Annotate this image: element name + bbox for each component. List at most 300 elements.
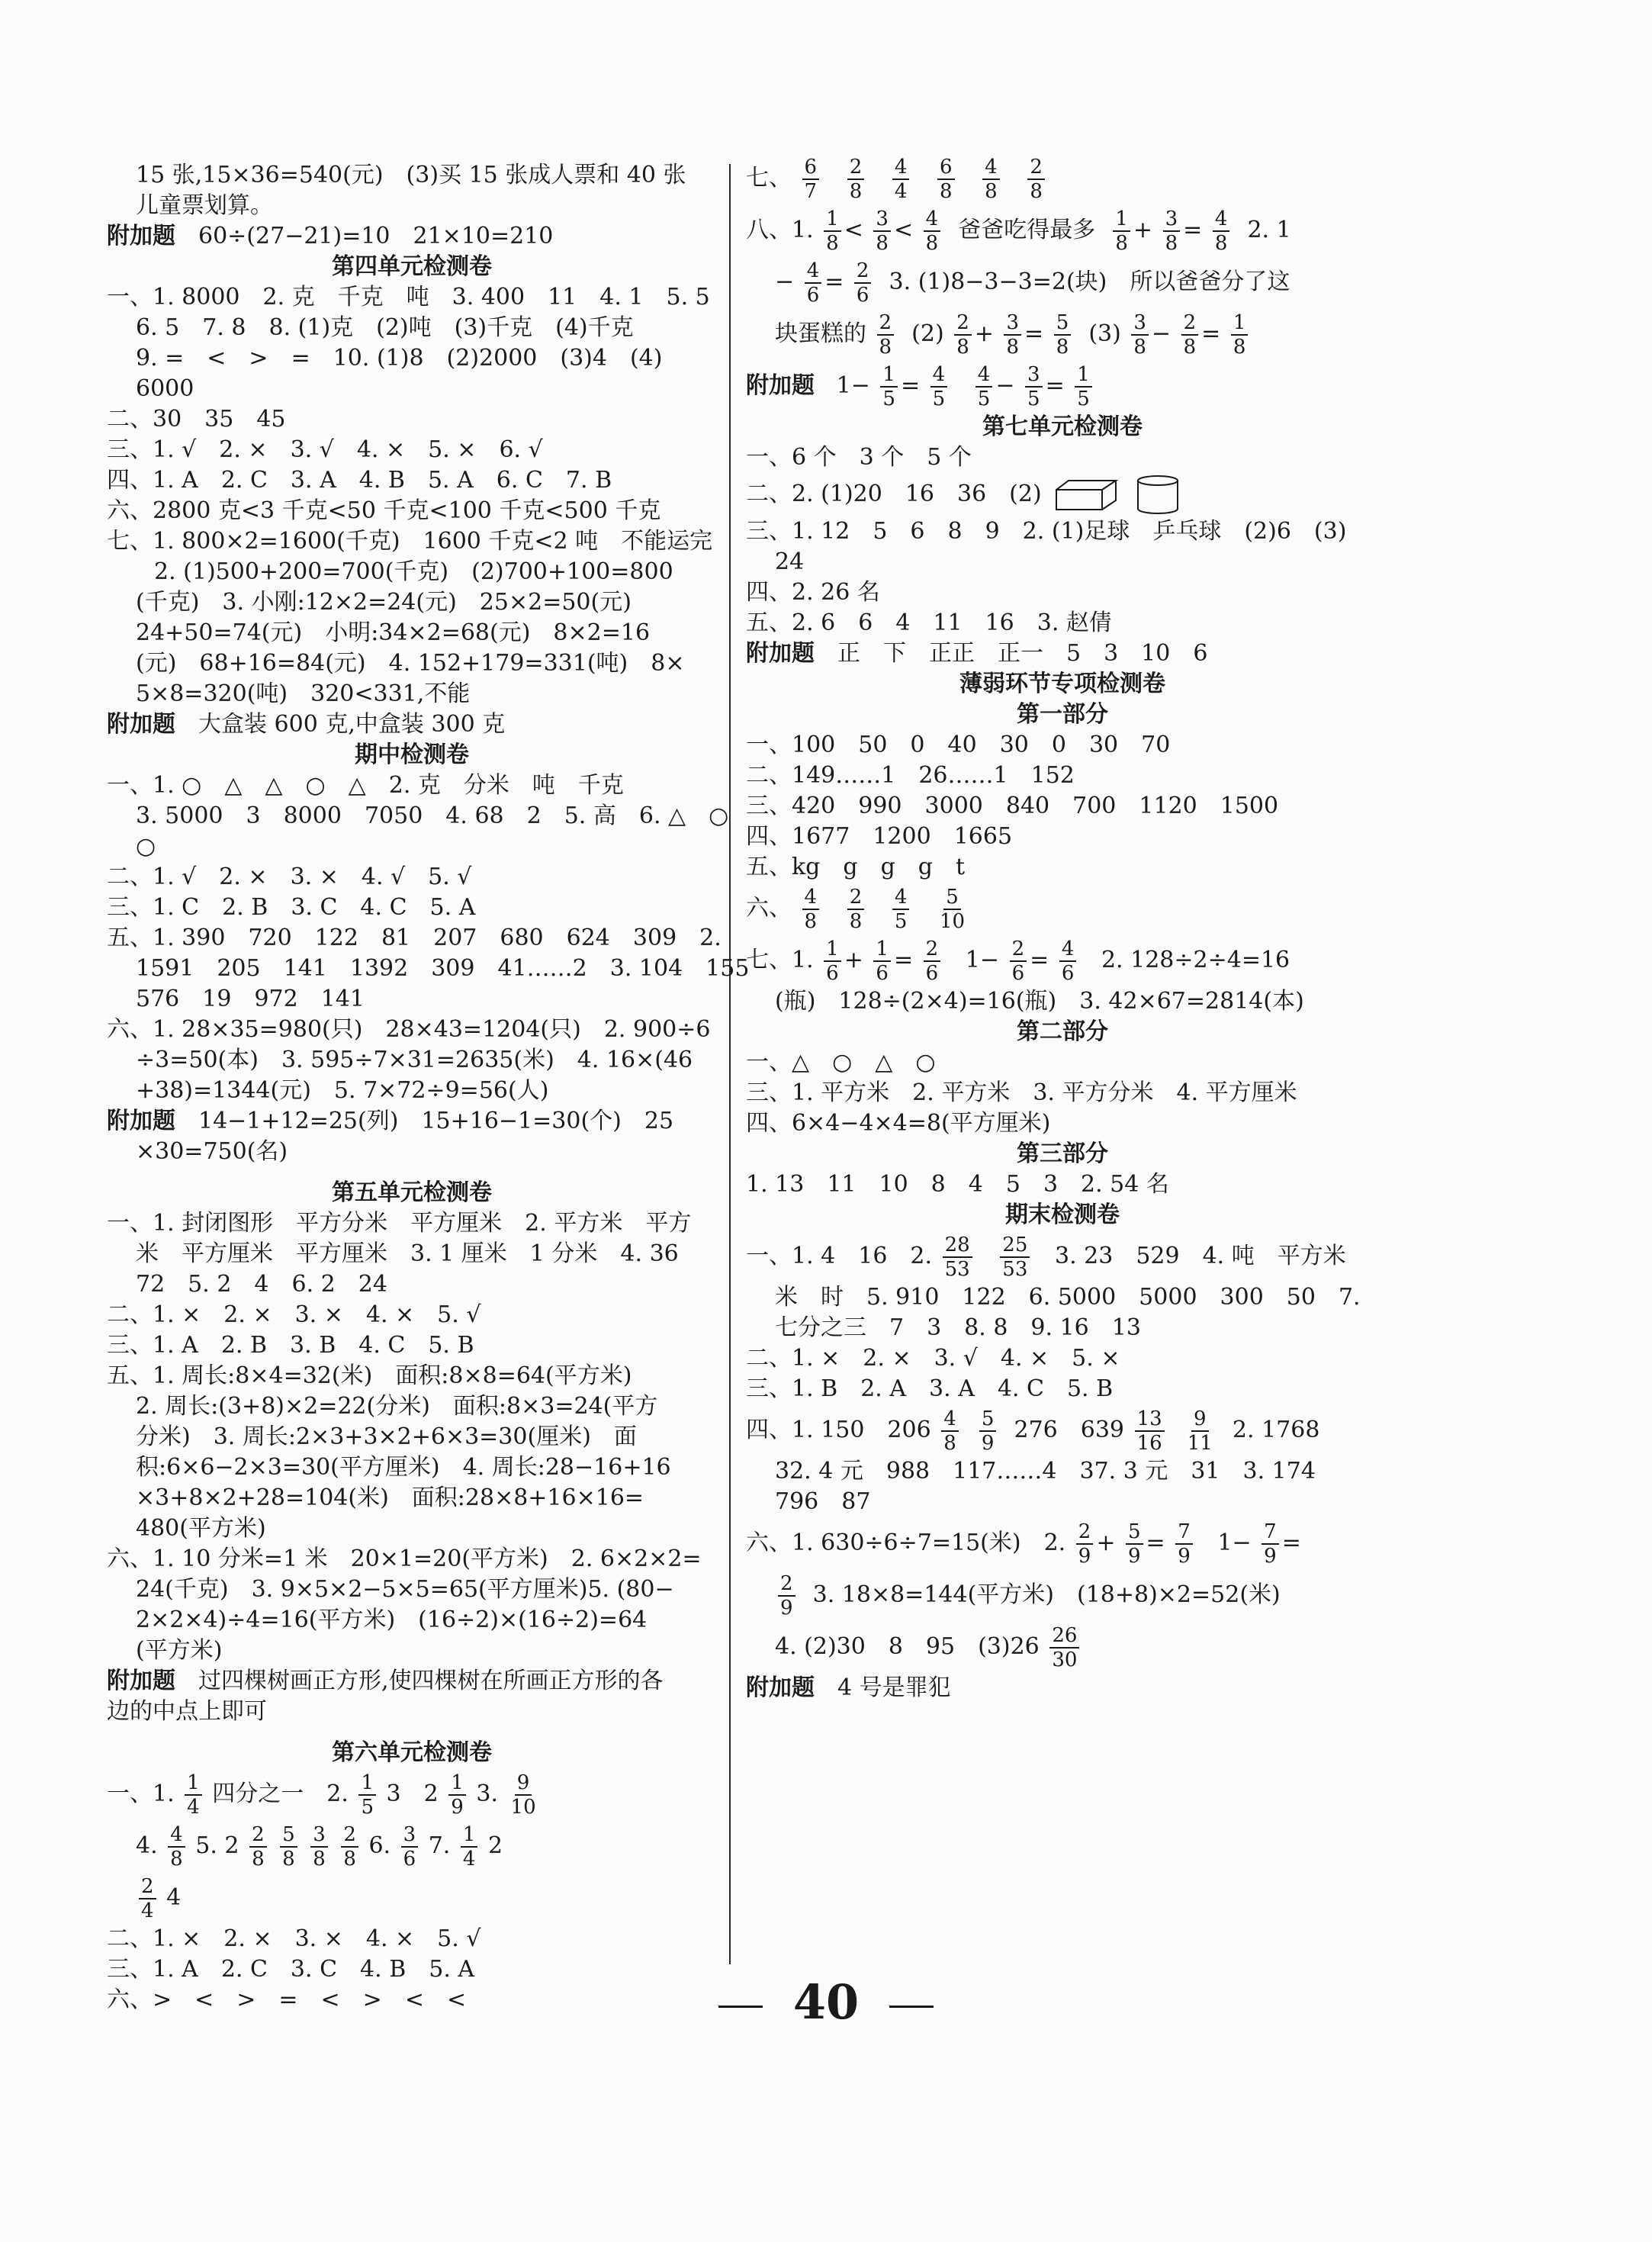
numerator: 3	[1163, 207, 1181, 232]
denominator: 8	[252, 1848, 265, 1870]
numerator: 1	[880, 363, 898, 388]
fraction	[1181, 311, 1199, 359]
denominator: 8	[1214, 232, 1228, 255]
numerator: 2	[778, 1572, 795, 1597]
fraction	[358, 1771, 376, 1819]
answer-text: 一、1. 4 16 2.	[746, 1243, 933, 1269]
denominator: 6	[856, 284, 869, 307]
fraction	[954, 311, 972, 359]
denominator: 16	[1136, 1432, 1162, 1455]
denominator: 8	[313, 1848, 326, 1870]
answer-text: 2. 1	[1247, 217, 1291, 243]
answer-line: 32. 4 元 988 117……4 37. 3 元 31 3. 174	[775, 1458, 1316, 1484]
fraction	[873, 938, 891, 985]
answer-text: 4 号是罪犯	[837, 1674, 951, 1701]
fraction-answer-line	[746, 934, 1379, 986]
answer-line: 15 张,15×36=540(元) (3)买 15 张成人票和 40 张	[136, 162, 686, 188]
fraction	[1163, 207, 1181, 255]
fraction	[982, 156, 1000, 203]
answer-line: 二、149……1 26……1 152	[746, 762, 1075, 789]
fraction	[1025, 363, 1043, 410]
answer-line: (元) 68+16=84(元) 4. 152+179=331(吨) 8×	[136, 650, 685, 677]
right-column	[746, 153, 1379, 1703]
numerator: 4	[1213, 207, 1230, 232]
answer-text: 爸爸吃得最多	[958, 217, 1096, 243]
answer-text: 2	[487, 1832, 503, 1859]
denominator: 9	[1078, 1545, 1091, 1568]
answer-line: 三、1. 平方米 2. 平方米 3. 平方分米 4. 平方厘米	[746, 1079, 1297, 1106]
page-number	[0, 1974, 1652, 2030]
numerator: 7	[1175, 1520, 1193, 1545]
answer-text: 3.	[476, 1780, 498, 1807]
fraction	[1126, 1520, 1143, 1568]
numerator: 5	[280, 1823, 297, 1848]
answer-line: 三、1. 12 5 6 8 9 2. (1)足球 乒乓球 (2)6 (3)	[746, 518, 1347, 545]
denominator: 8	[1233, 336, 1246, 359]
answer-line: 6000	[136, 375, 194, 402]
numerator: 4	[975, 363, 993, 388]
answer-text: 5. 2	[195, 1832, 239, 1859]
fraction	[847, 156, 865, 203]
fraction-answer-line	[107, 1820, 717, 1872]
denominator: 5	[977, 388, 991, 410]
denominator: 8	[804, 910, 818, 933]
fraction	[892, 886, 910, 933]
numerator: 5	[979, 1407, 997, 1432]
numerator: 13	[1135, 1407, 1165, 1432]
fraction	[937, 886, 967, 933]
numerator: 2	[1181, 311, 1199, 336]
answer-line: 一、1. 封闭图形 平方分米 平方厘米 2. 平方米 平方	[107, 1210, 692, 1237]
fraction-answer-line	[746, 360, 1379, 412]
fraction	[1027, 156, 1045, 203]
numerator: 1	[824, 207, 841, 232]
bonus-question-line	[107, 1106, 717, 1137]
numerator: 4	[924, 207, 941, 232]
answer-text: 七、	[746, 165, 792, 191]
numerator: 1	[448, 1771, 466, 1796]
answer-text: =	[1146, 1530, 1165, 1556]
denominator: 30	[1052, 1649, 1078, 1671]
answer-line: 六、1. 10 分米=1 米 20×1=20(平方米) 2. 6×2×2=	[107, 1546, 702, 1572]
answer-line: 七、1. 800×2=1600(千克) 1600 千克<2 吨 不能运完	[107, 528, 713, 555]
answer-text: =	[1281, 1530, 1301, 1556]
answer-text: +	[844, 947, 863, 973]
answer-text: =	[1201, 320, 1221, 347]
section-heading: 薄弱环节专项检测卷	[959, 671, 1165, 697]
fraction	[280, 1823, 297, 1870]
denominator: 6	[403, 1848, 416, 1870]
page-number-dash	[889, 2006, 934, 2008]
fraction	[168, 1823, 185, 1870]
fraction	[877, 311, 895, 359]
fraction	[139, 1875, 156, 1922]
answer-line: 米 时 5. 910 122 6. 5000 5000 300 50 7.	[775, 1284, 1361, 1311]
numerator: 2	[854, 259, 872, 284]
subsection-heading: 第三部分	[1017, 1140, 1108, 1167]
denominator: 9	[1178, 1545, 1191, 1568]
numerator: 2	[877, 311, 895, 336]
fraction-answer-line	[746, 153, 1379, 204]
answer-text: +	[974, 320, 994, 347]
denominator: 7	[804, 180, 818, 203]
answer-line: 二、1. × 2. × 3. × 4. × 5. √	[107, 1301, 481, 1328]
answer-line: 分米) 3. 周长:2×3+3×2+6×3=30(厘米) 面	[136, 1423, 637, 1450]
denominator: 9	[981, 1432, 995, 1455]
bonus-question-line	[107, 1666, 717, 1697]
answer-line: 三、1. √ 2. × 3. √ 4. × 5. × 6. √	[107, 436, 543, 463]
cuboid-icon	[1053, 478, 1122, 513]
answer-line: 五、1. 周长:8×4=32(米) 面积:8×8=64(平方米)	[107, 1362, 632, 1389]
denominator: 10	[510, 1796, 536, 1819]
bonus-question-line	[746, 1673, 1379, 1703]
subsection-heading: 第二部分	[1017, 1018, 1108, 1045]
answer-text: +	[1096, 1530, 1116, 1556]
denominator: 6	[925, 962, 939, 985]
answer-line: 5×8=320(吨) 320<331,不能	[136, 680, 471, 707]
fraction	[1175, 1520, 1193, 1568]
numerator: 6	[802, 156, 820, 180]
numerator: 4	[892, 156, 910, 180]
fraction	[1000, 1234, 1030, 1281]
answer-text: =	[1024, 320, 1044, 347]
answer-text: 二、2. (1)20 16 36 (2)	[746, 481, 1042, 507]
denominator: 8	[1056, 336, 1069, 359]
answer-line: 米 平方厘米 平方厘米 3. 1 厘米 1 分米 4. 36	[136, 1240, 679, 1267]
answer-line	[746, 473, 1379, 516]
left-column	[107, 160, 750, 2015]
denominator: 53	[944, 1258, 970, 1281]
answer-line: 2×2×4)÷4=16(平方米) (16÷2)×(16÷2)=64	[136, 1607, 648, 1633]
answer-line: 9. = < > = 10. (1)8 (2)2000 (3)4 (4)	[136, 345, 663, 372]
fraction	[943, 1234, 972, 1281]
bonus-question-line	[746, 639, 1379, 669]
numerator: 2	[249, 1823, 267, 1848]
numerator: 3	[1131, 311, 1149, 336]
answer-line: 480(平方米)	[136, 1515, 266, 1542]
fraction	[979, 1407, 997, 1455]
bonus-label: 附加题	[746, 372, 815, 399]
numerator: 1	[461, 1823, 478, 1848]
numerator: 2	[1010, 938, 1027, 962]
bonus-question-line	[107, 709, 717, 740]
denominator: 5	[932, 388, 946, 410]
numerator: 4	[930, 363, 948, 388]
fraction	[341, 1823, 358, 1870]
answer-line: 二、1. × 2. × 3. × 4. × 5. √	[107, 1925, 481, 1952]
answer-text: 4.	[136, 1832, 158, 1859]
answer-text: 4. (2)30 8 95 (3)26	[775, 1633, 1040, 1660]
answer-line: 796 87	[775, 1488, 871, 1515]
answer-text: =	[893, 947, 914, 973]
numerator: 1	[185, 1771, 202, 1796]
answer-line: 24(千克) 3. 9×5×2−5×5=65(平方厘米)5. (80−	[136, 1576, 674, 1603]
fraction	[1004, 311, 1021, 359]
answer-line: 积:6×6−2×3=30(平方厘米) 4. 周长:28−16+16	[136, 1454, 671, 1481]
fraction	[892, 156, 910, 203]
numerator: 2	[847, 886, 865, 910]
fraction	[1131, 311, 1149, 359]
fraction-answer-line	[107, 1768, 717, 1820]
answer-line: 六、1. 28×35=980(只) 28×43=1204(只) 2. 900÷6	[107, 1016, 711, 1043]
answer-text: 块蛋糕的	[775, 320, 866, 347]
numerator: 26	[1049, 1624, 1079, 1649]
bonus-label: 附加题	[746, 640, 815, 667]
denominator: 8	[282, 1848, 295, 1870]
answer-line: 24	[775, 548, 805, 575]
answer-line: 一、1. ○ △ △ ○ △ 2. 克 分米 吨 千克	[107, 772, 624, 799]
bonus-label: 附加题	[107, 1668, 175, 1694]
answer-text: 6.	[368, 1832, 391, 1859]
denominator: 10	[940, 910, 966, 933]
fraction	[847, 886, 865, 933]
answer-text: 四、1. 150 206	[746, 1417, 931, 1443]
bonus-label: 附加题	[107, 1108, 175, 1134]
answer-line: 二、1. √ 2. × 3. × 4. √ 5. √	[107, 864, 472, 890]
denominator: 8	[1133, 336, 1146, 359]
answer-text: 3. 23 529 4. 吨 平方米	[1055, 1243, 1346, 1269]
answer-text: 七、1.	[746, 947, 814, 973]
fraction-answer-line	[746, 1230, 1379, 1282]
numerator: 25	[1000, 1234, 1030, 1258]
fraction	[802, 886, 820, 933]
bonus-label: 附加题	[107, 711, 175, 738]
denominator: 6	[876, 962, 889, 985]
denominator: 4	[894, 180, 908, 203]
denominator: 6	[1061, 962, 1075, 985]
fraction	[1213, 207, 1230, 255]
answer-line: ×3+8×2+28=104(米) 面积:28×8+16×16=	[136, 1484, 644, 1511]
numerator: 1	[1231, 311, 1249, 336]
cylinder-icon	[1134, 474, 1181, 516]
fraction	[1135, 1407, 1165, 1455]
fraction	[824, 938, 841, 985]
numerator: 28	[943, 1234, 972, 1258]
answer-text: 六、	[746, 895, 792, 922]
answer-line: (千克) 3. 小刚:12×2=24(元) 25×2=50(元)	[136, 589, 632, 616]
numerator: 9	[515, 1771, 532, 1796]
fraction	[975, 363, 993, 410]
numerator: 3	[873, 207, 891, 232]
answer-line: ×30=750(名)	[136, 1138, 288, 1165]
denominator: 6	[1011, 962, 1025, 985]
answer-text: (2)	[911, 320, 944, 347]
denominator: 9	[1128, 1545, 1141, 1568]
answer-line: 四、1. A 2. C 3. A 4. B 5. A 6. C 7. B	[107, 467, 612, 494]
denominator: 8	[170, 1848, 183, 1870]
fraction	[448, 1771, 466, 1819]
numerator: 1	[873, 938, 891, 962]
numerator: 3	[1004, 311, 1021, 336]
answer-line: 3. 5000 3 8000 7050 4. 68 2 5. 高 6. △ ○	[136, 803, 729, 829]
fraction	[924, 207, 941, 255]
denominator: 8	[943, 1432, 956, 1455]
numerator: 2	[847, 156, 865, 180]
answer-line: 五、1. 390 720 122 81 207 680 624 309 2.	[107, 925, 722, 951]
answer-line: 边的中点上即可	[107, 1698, 267, 1725]
denominator: 5	[361, 1796, 374, 1819]
fraction	[249, 1823, 267, 1870]
answer-line: 2. (1)500+200=700(千克) (2)700+100=800	[154, 558, 673, 585]
fraction	[310, 1823, 328, 1870]
numerator: 4	[802, 886, 820, 910]
answer-text: −	[775, 269, 795, 295]
fraction	[924, 938, 941, 985]
denominator: 8	[826, 232, 839, 255]
answer-text: 3 2	[386, 1780, 439, 1807]
fraction-answer-line	[746, 1621, 1379, 1673]
numerator: 2	[1076, 1520, 1094, 1545]
denominator: 8	[1030, 180, 1043, 203]
numerator: 1	[1113, 207, 1130, 232]
fraction	[778, 1572, 795, 1620]
denominator: 8	[925, 232, 939, 255]
fraction-answer-line	[107, 1872, 717, 1924]
answer-text: 276 639	[1014, 1417, 1125, 1443]
bonus-label: 附加题	[746, 1674, 815, 1701]
answer-line: 五、kg g g g t	[746, 854, 966, 880]
fraction	[1059, 938, 1077, 985]
answer-text: 3. 18×8=144(平方米) (18+8)×2=52(米)	[812, 1581, 1281, 1608]
answer-line: 儿童票划算。	[136, 192, 273, 219]
fraction	[854, 259, 872, 307]
answer-text: =	[1045, 372, 1065, 399]
section-heading: 第四单元检测卷	[332, 253, 492, 280]
answer-line: 三、1. C 2. B 3. C 4. C 5. A	[107, 894, 476, 921]
numerator: 2	[924, 938, 941, 962]
fraction	[1076, 1520, 1094, 1568]
answer-text: 四分之一 2.	[212, 1780, 349, 1807]
fraction	[1075, 363, 1092, 410]
denominator: 8	[956, 336, 969, 359]
fraction-answer-line	[746, 1517, 1379, 1569]
answer-line: 六、2800 克<3 千克<50 千克<100 千克<500 千克	[107, 497, 661, 524]
denominator: 4	[141, 1899, 154, 1922]
denominator: 8	[343, 1848, 356, 1870]
answer-line: 2. 周长:(3+8)×2=22(分米) 面积:8×3=24(平方	[136, 1393, 658, 1420]
answer-line: 四、2. 26 名	[746, 579, 880, 606]
fraction-answer-line	[746, 204, 1379, 256]
section-heading: 第六单元检测卷	[332, 1739, 492, 1766]
numerator: 7	[1261, 1520, 1279, 1545]
numerator: 1	[1075, 363, 1092, 388]
answer-line: 1591 205 141 1392 309 41……2 3. 104 155	[136, 955, 750, 982]
answer-text: 2. 1768	[1232, 1417, 1320, 1443]
section-heading: 期中检测卷	[355, 741, 469, 768]
answer-text: 大盒装 600 克,中盒装 300 克	[198, 711, 506, 738]
fraction-answer-line	[746, 1404, 1379, 1456]
numerator: 4	[982, 156, 1000, 180]
answer-line: 一、6 个 3 个 5 个	[746, 444, 972, 471]
fraction	[802, 156, 820, 203]
numerator: 2	[1027, 156, 1045, 180]
fraction	[461, 1823, 478, 1870]
answer-text: 3. (1)8−3−3=2(块) 所以爸爸分了这	[889, 269, 1290, 295]
answer-text: −	[1151, 320, 1172, 347]
answer-text: 14−1+12=25(列) 15+16−1=30(个) 25	[198, 1108, 674, 1134]
numerator: 6	[937, 156, 955, 180]
answer-text: 2. 128÷2÷4=16	[1101, 947, 1290, 973]
numerator: 1	[824, 938, 841, 962]
answer-line: 24+50=74(元) 小明:34×2=68(元) 8×2=16	[136, 619, 651, 646]
answer-line: 一、△ ○ △ ○	[746, 1049, 936, 1076]
denominator: 6	[806, 284, 820, 307]
answer-text: 八、1.	[746, 217, 814, 243]
answer-text: 一、1.	[107, 1780, 175, 1807]
numerator: 2	[954, 311, 972, 336]
answer-text: 正 下 正正 正一 5 3 10 6	[837, 640, 1208, 667]
answer-text: 过四棵树画正方形,使四棵树在所画正方形的各	[198, 1668, 664, 1694]
fraction	[1231, 311, 1249, 359]
answer-line: 一、100 50 0 40 30 0 30 70	[746, 732, 1171, 758]
answer-line: 二、1. × 2. × 3. √ 4. × 5. ×	[746, 1345, 1120, 1372]
answer-text: =	[900, 372, 921, 399]
numerator: 5	[943, 886, 961, 910]
answer-line: 四、1677 1200 1665	[746, 823, 1013, 850]
numerator: 4	[941, 1407, 959, 1432]
fraction	[805, 259, 822, 307]
denominator: 6	[826, 962, 839, 985]
denominator: 11	[1187, 1432, 1213, 1455]
denominator: 5	[1077, 388, 1090, 410]
denominator: 4	[462, 1848, 476, 1870]
denominator: 8	[1006, 336, 1019, 359]
numerator: 1	[358, 1771, 376, 1796]
answer-line: ÷3=50(本) 3. 595÷7×31=2635(米) 4. 16×(46	[136, 1047, 693, 1073]
numerator: 4	[892, 886, 910, 910]
answer-line: 三、420 990 3000 840 700 1120 1500	[746, 793, 1279, 819]
answer-line: (瓶) 128÷(2×4)=16(瓶) 3. 42×67=2814(本)	[775, 988, 1304, 1015]
page-number-text: 40	[792, 1974, 860, 2030]
numerator: 4	[805, 259, 822, 284]
answer-text: =	[1030, 947, 1049, 973]
denominator: 5	[882, 388, 895, 410]
section-heading: 期末检测卷	[1005, 1201, 1120, 1228]
denominator: 8	[876, 232, 889, 255]
answer-line: 七分之三 7 3 8. 8 9. 16 13	[775, 1314, 1141, 1341]
fraction-answer-line	[746, 1569, 1379, 1621]
numerator: 3	[1025, 363, 1043, 388]
denominator: 5	[1027, 388, 1040, 410]
numerator: 4	[168, 1823, 185, 1848]
fraction	[509, 1771, 538, 1819]
fraction	[880, 363, 898, 410]
numerator: 5	[1054, 311, 1072, 336]
fraction-answer-line	[746, 308, 1379, 360]
denominator: 8	[849, 910, 863, 933]
subsection-heading: 第一部分	[1017, 701, 1108, 728]
fraction	[1261, 1520, 1279, 1568]
answer-text: =	[824, 269, 844, 295]
fraction	[824, 207, 841, 255]
denominator: 8	[879, 336, 892, 359]
numerator: 3	[310, 1823, 328, 1848]
bonus-label: 附加题	[107, 223, 175, 249]
answer-text: <	[893, 217, 914, 243]
answer-line: 1. 13 11 10 8 4 5 3 2. 54 名	[746, 1171, 1169, 1198]
denominator: 8	[1165, 232, 1178, 255]
answer-text: 六、1. 630÷6÷7=15(米) 2.	[746, 1530, 1066, 1556]
denominator: 9	[780, 1597, 793, 1620]
fraction	[1185, 1407, 1215, 1455]
answer-text: +	[1133, 217, 1153, 243]
numerator: 9	[1191, 1407, 1209, 1432]
answer-line: 三、1. A 2. B 3. B 4. C 5. B	[107, 1332, 474, 1359]
fraction	[185, 1771, 202, 1819]
fraction	[1054, 311, 1072, 359]
fraction	[1113, 207, 1130, 255]
fraction	[1010, 938, 1027, 985]
